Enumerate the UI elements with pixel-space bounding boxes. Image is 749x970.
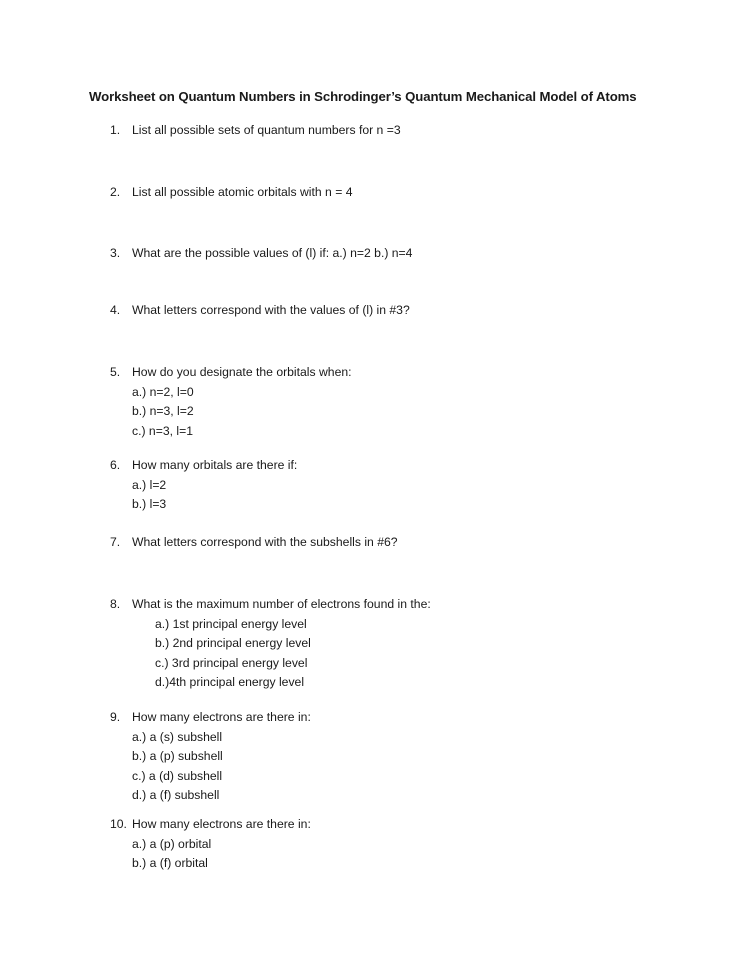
question-text: What letters correspond with the subshells in #6? <box>132 535 398 549</box>
question-text: How many electrons are there in: <box>132 710 311 724</box>
question-text: List all possible sets of quantum numbers for n =3 <box>132 123 401 137</box>
question-part: d.) a (f) subshell <box>132 788 220 802</box>
question-number: 9. <box>110 710 121 724</box>
question-3 <box>110 244 412 264</box>
question-part: a.) a (p) orbital <box>132 836 212 851</box>
question-number: 8. <box>110 597 121 611</box>
question-part: d.)4th principal energy level <box>155 675 305 689</box>
question-text: How many orbitals are there if: <box>132 458 298 472</box>
question-1 <box>110 121 401 141</box>
question-8 <box>110 595 431 693</box>
question-7 <box>110 533 398 553</box>
question-text: How many electrons are there in: <box>132 817 311 831</box>
page-title: Worksheet on Quantum Numbers in Schrodinger’s Quantum Mechanical Model of Atoms <box>89 89 637 104</box>
question-part: b.) l=3 <box>132 497 167 511</box>
question-part: b.) a (f) orbital <box>132 856 208 870</box>
question-6 <box>110 456 297 515</box>
question-2 <box>110 183 353 203</box>
question-number: 7. <box>110 535 121 549</box>
question-part: a.) l=2 <box>132 477 167 492</box>
question-number: 10. <box>110 817 127 831</box>
question-10 <box>110 815 311 874</box>
question-part: a.) 1st principal energy level <box>155 616 307 631</box>
question-number: 2. <box>110 185 121 199</box>
question-text: List all possible atomic orbitals with n = 4 <box>132 185 353 199</box>
question-part: b.) n=3, l=2 <box>132 404 194 418</box>
question-text: What is the maximum number of electrons found in the: <box>132 597 431 611</box>
question-number: 4. <box>110 303 121 317</box>
question-text: What are the possible values of (l) if: a.) n=2 b.) n=4 <box>132 246 413 260</box>
question-4 <box>110 301 410 321</box>
question-number: 1. <box>110 123 121 137</box>
question-number: 5. <box>110 365 121 379</box>
question-part: c.) a (d) subshell <box>132 768 223 783</box>
question-part: a.) n=2, l=0 <box>132 384 194 399</box>
question-part: a.) a (s) subshell <box>132 729 223 744</box>
question-5 <box>110 363 352 441</box>
question-part: b.) 2nd principal energy level <box>155 636 311 650</box>
question-part: c.) n=3, l=1 <box>132 423 193 438</box>
question-9 <box>110 708 311 806</box>
question-text: How do you designate the orbitals when: <box>132 365 352 379</box>
question-part: b.) a (p) subshell <box>132 749 223 763</box>
question-number: 6. <box>110 458 121 472</box>
question-number: 3. <box>110 246 121 260</box>
question-text: What letters correspond with the values of (l) in #3? <box>132 303 410 317</box>
question-part: c.) 3rd principal energy level <box>155 655 308 670</box>
